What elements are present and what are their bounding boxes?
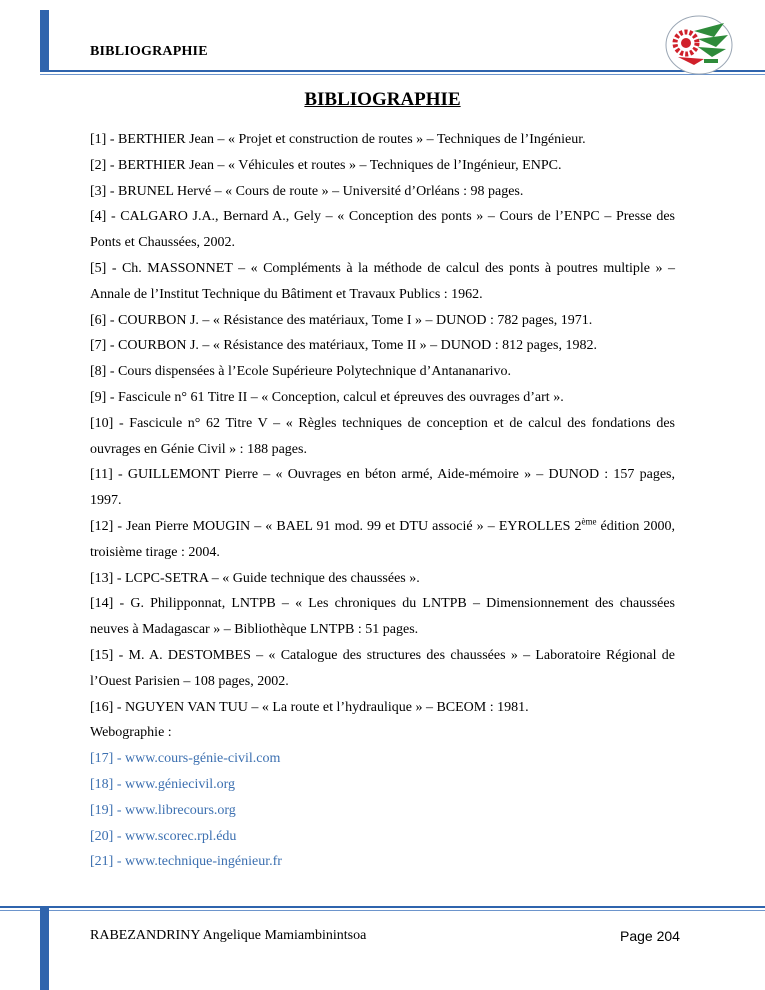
bibliography-entry: [8] - Cours dispensées à l’Ecole Supérieure Polytechnique d’Antananarivo. — [90, 364, 512, 380]
bibliography-entry: [9] - Fascicule n° 61 Titre II – « Conception, calcul et épreuves des ouvrages d’art ». — [90, 389, 564, 405]
bibliography-entry: [11] - GUILLEMONT Pierre – « Ouvrages en béton armé, Aide-mémoire » – DUNOD : 157 pages, 1997. — [90, 467, 675, 509]
footer-author: RABEZANDRINY Angelique Mamiambinintsoa — [90, 928, 367, 943]
footer-rule — [0, 906, 765, 908]
web-link[interactable]: [21] - www.technique-ingénieur.fr — [90, 854, 282, 870]
bibliography-entry: [16] - NGUYEN VAN TUU – « La route et l’hydraulique » – BCEOM : 1981. — [90, 699, 529, 715]
bibliography-entry: [4] - CALGARO J.A., Bernard A., Gely – « Conception des ponts » – Cours de l’ENPC – Presse des Ponts et Chaussées, 2002. — [90, 209, 675, 251]
bibliography-entry: [3] - BRUNEL Hervé – « Cours de route » – Université d’Orléans : 98 pages. — [90, 183, 524, 199]
bibliography-entry-12 — [90, 514, 675, 566]
web-link[interactable]: [19] - www.librecours.org — [90, 802, 236, 818]
school-logo-icon — [664, 13, 734, 75]
footer-rule-thin — [0, 910, 765, 911]
bibliography-entry: [6] - COURBON J. – « Résistance des matériaux, Tome I » – DUNOD : 782 pages, 1971. — [90, 312, 593, 328]
entry-12-text-end: édition 2000, troisième tirage : 2004. — [90, 518, 675, 560]
bibliography-entry: [10] - Fascicule n° 62 Titre V – « Règles techniques de conception et de calcul des fondations des ouvrages en Génie Civil » : 188 pages. — [90, 415, 675, 457]
web-link[interactable]: [17] - www.cours-génie-civil.com — [90, 751, 281, 767]
bibliography-entry: [5] - Ch. MASSONNET – « Compléments à la méthode de calcul des ponts à poutres multiple » – Annale de l’Institut Technique du Bâtiment et Travaux Publics : 1962. — [90, 260, 675, 302]
page-title: BIBLIOGRAPHIE — [304, 89, 461, 110]
bibliography-list — [90, 127, 675, 875]
bibliography-entry: [15] - M. A. DESTOMBES – « Catalogue des structures des chaussées » – Laboratoire Régional de l’Ouest Parisien – 108 pages, 2002. — [90, 647, 675, 689]
header-title: BIBLIOGRAPHIE — [90, 44, 208, 59]
entry-12-text: [12] - Jean Pierre MOUGIN – « BAEL 91 mod. 99 et DTU associé » – EYROLLES 2 — [90, 518, 582, 534]
header-accent-bar — [40, 10, 49, 72]
footer-accent-bar — [40, 908, 49, 990]
bibliography-entry: [2] - BERTHIER Jean – « Véhicules et routes » – Techniques de l’Ingénieur, ENPC. — [90, 157, 562, 173]
web-link[interactable]: [20] - www.scorec.rpl.édu — [90, 828, 237, 844]
footer-page-number: Page 204 — [620, 928, 680, 944]
header-rule-thin — [40, 74, 765, 75]
webography-heading: Webographie : — [90, 725, 172, 741]
bibliography-entry: [7] - COURBON J. – « Résistance des matériaux, Tome II » – DUNOD : 812 pages, 1982. — [90, 338, 597, 354]
bibliography-entry: [14] - G. Philipponnat, LNTPB – « Les chroniques du LNTPB – Dimensionnement des chaussées neuves à Madagascar » – Bibliothèque LNTPB : 51 pages. — [90, 596, 675, 638]
bibliography-entry: [13] - LCPC-SETRA – « Guide technique des chaussées ». — [90, 570, 420, 586]
header-rule — [40, 70, 765, 72]
entry-12-superscript: ème — [581, 516, 597, 527]
bibliography-entry: [1] - BERTHIER Jean – « Projet et construction de routes » – Techniques de l’Ingénieur. — [90, 132, 586, 147]
web-link[interactable]: [18] - www.géniecivil.org — [90, 776, 236, 792]
